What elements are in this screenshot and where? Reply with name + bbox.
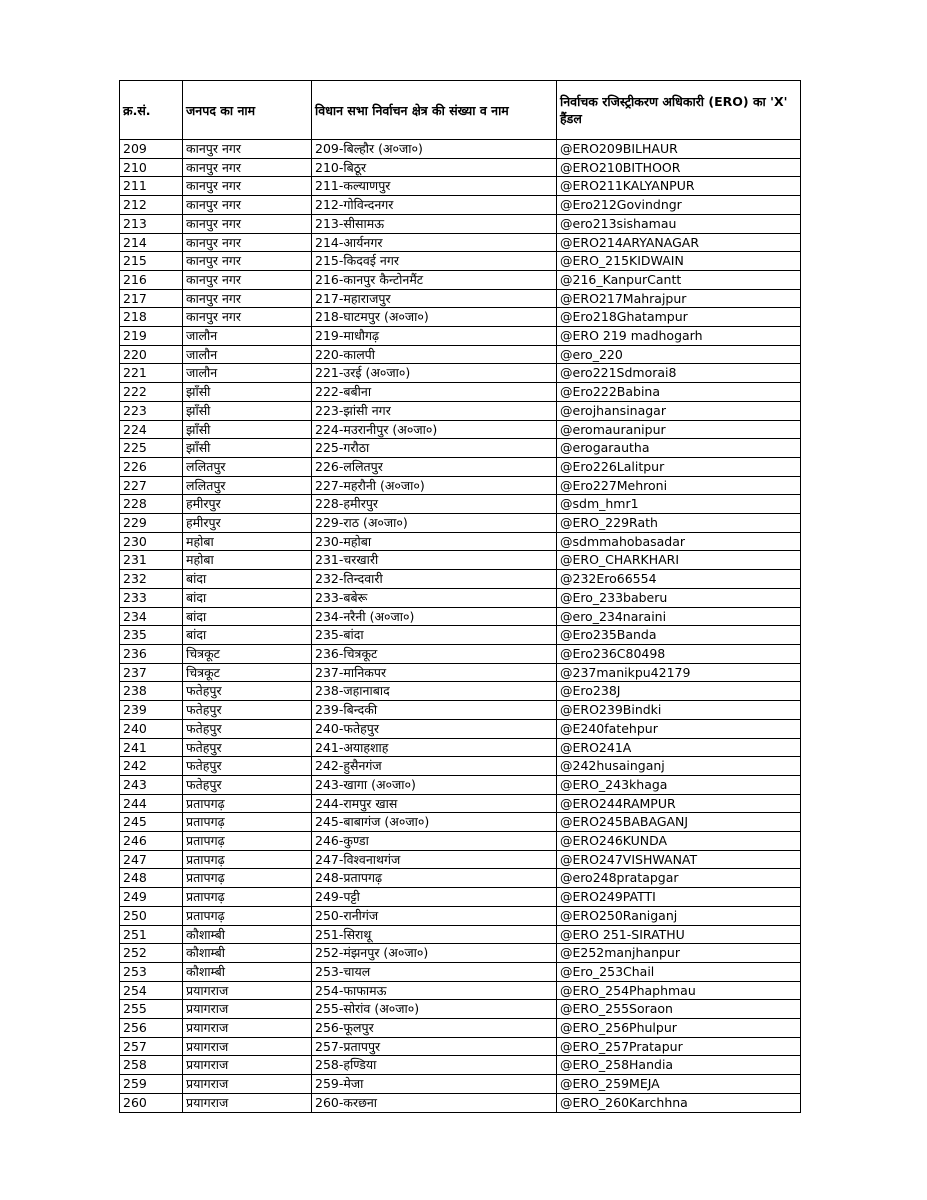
serial-number-cell: 218 bbox=[120, 308, 183, 327]
constituency-cell: 217-महाराजपुर bbox=[312, 289, 557, 308]
constituency-cell: 210-बिठूर bbox=[312, 158, 557, 177]
constituency-cell: 260-करछना bbox=[312, 1093, 557, 1112]
ero-handle-cell: @ERO241A bbox=[557, 738, 801, 757]
ero-handle-cell: @ERO_258Handia bbox=[557, 1056, 801, 1075]
serial-number-cell: 225 bbox=[120, 439, 183, 458]
serial-number-cell: 232 bbox=[120, 570, 183, 589]
table-row bbox=[120, 962, 801, 981]
constituency-cell: 233-बबेरू bbox=[312, 588, 557, 607]
constituency-cell: 211-कल्याणपुर bbox=[312, 177, 557, 196]
district-cell: जालौन bbox=[183, 364, 312, 383]
district-cell: चित्रकूट bbox=[183, 644, 312, 663]
district-cell: प्रतापगढ़ bbox=[183, 869, 312, 888]
constituency-cell: 237-मानिकपर bbox=[312, 663, 557, 682]
ero-handle-cell: @ERO 251-SIRATHU bbox=[557, 925, 801, 944]
serial-number-cell: 236 bbox=[120, 644, 183, 663]
constituency-cell: 215-किदवई नगर bbox=[312, 252, 557, 271]
table-row bbox=[120, 1056, 801, 1075]
serial-number-cell: 257 bbox=[120, 1037, 183, 1056]
ero-handle-cell: @Ero238J bbox=[557, 682, 801, 701]
ero-handle-cell: @E252manjhanpur bbox=[557, 944, 801, 963]
table-row bbox=[120, 196, 801, 215]
table-row bbox=[120, 1075, 801, 1094]
table-row bbox=[120, 832, 801, 851]
table-row bbox=[120, 701, 801, 720]
ero-handle-cell: @ERO211KALYANPUR bbox=[557, 177, 801, 196]
constituency-cell: 213-सीसामऊ bbox=[312, 214, 557, 233]
serial-number-cell: 239 bbox=[120, 701, 183, 720]
table-row bbox=[120, 850, 801, 869]
serial-number-cell: 229 bbox=[120, 514, 183, 533]
table-body bbox=[120, 140, 801, 1113]
ero-handle-cell: @ERO239Bindki bbox=[557, 701, 801, 720]
ero-handle-cell: @216_KanpurCantt bbox=[557, 270, 801, 289]
district-cell: बांदा bbox=[183, 588, 312, 607]
ero-handle-cell: @Ero218Ghatampur bbox=[557, 308, 801, 327]
district-cell: महोबा bbox=[183, 551, 312, 570]
district-cell: कानपुर नगर bbox=[183, 233, 312, 252]
table-row bbox=[120, 925, 801, 944]
district-cell: फतेहपुर bbox=[183, 738, 312, 757]
table-row bbox=[120, 794, 801, 813]
constituency-cell: 227-महरौनी (अ०जा०) bbox=[312, 476, 557, 495]
serial-number-cell: 238 bbox=[120, 682, 183, 701]
table-row bbox=[120, 383, 801, 402]
ero-handle-cell: @Ero_253Chail bbox=[557, 962, 801, 981]
constituency-cell: 246-कुण्डा bbox=[312, 832, 557, 851]
district-cell: कौशाम्बी bbox=[183, 925, 312, 944]
constituency-cell: 255-सोरांव (अ०जा०) bbox=[312, 1000, 557, 1019]
table-row bbox=[120, 177, 801, 196]
table-row bbox=[120, 532, 801, 551]
ero-handle-cell: @ero221Sdmorai8 bbox=[557, 364, 801, 383]
serial-number-cell: 226 bbox=[120, 457, 183, 476]
serial-number-cell: 244 bbox=[120, 794, 183, 813]
district-cell: कानपुर नगर bbox=[183, 270, 312, 289]
ero-handle-cell: @erogarautha bbox=[557, 439, 801, 458]
serial-number-cell: 213 bbox=[120, 214, 183, 233]
district-cell: ललितपुर bbox=[183, 476, 312, 495]
serial-number-cell: 242 bbox=[120, 757, 183, 776]
table-row bbox=[120, 345, 801, 364]
district-cell: प्रतापगढ़ bbox=[183, 813, 312, 832]
constituency-cell: 235-बांदा bbox=[312, 626, 557, 645]
table-row bbox=[120, 682, 801, 701]
district-cell: प्रयागराज bbox=[183, 1019, 312, 1038]
district-cell: झाँसी bbox=[183, 401, 312, 420]
ero-handle-cell: @ERO217Mahrajpur bbox=[557, 289, 801, 308]
table-row bbox=[120, 420, 801, 439]
serial-number-cell: 210 bbox=[120, 158, 183, 177]
constituency-cell: 212-गोविन्दनगर bbox=[312, 196, 557, 215]
serial-number-cell: 255 bbox=[120, 1000, 183, 1019]
table-row bbox=[120, 289, 801, 308]
constituency-cell: 249-पट्टी bbox=[312, 888, 557, 907]
ero-handle-cell: @Ero235Banda bbox=[557, 626, 801, 645]
constituency-cell: 222-बबीना bbox=[312, 383, 557, 402]
ero-handle-cell: @ERO246KUNDA bbox=[557, 832, 801, 851]
serial-number-cell: 217 bbox=[120, 289, 183, 308]
ero-handle-cell: @237manikpu42179 bbox=[557, 663, 801, 682]
serial-number-cell: 259 bbox=[120, 1075, 183, 1094]
constituency-cell: 241-अयाहशाह bbox=[312, 738, 557, 757]
serial-number-cell: 243 bbox=[120, 775, 183, 794]
serial-number-cell: 228 bbox=[120, 495, 183, 514]
ero-handle-cell: @ero248pratapgar bbox=[557, 869, 801, 888]
district-cell: ललितपुर bbox=[183, 457, 312, 476]
ero-handle-cell: @ERO_259MEJA bbox=[557, 1075, 801, 1094]
constituency-cell: 253-चायल bbox=[312, 962, 557, 981]
table-row bbox=[120, 401, 801, 420]
constituency-cell: 244-रामपुर खास bbox=[312, 794, 557, 813]
serial-number-cell: 253 bbox=[120, 962, 183, 981]
district-cell: कानपुर नगर bbox=[183, 214, 312, 233]
table-row bbox=[120, 252, 801, 271]
ero-handle-cell: @ero_234naraini bbox=[557, 607, 801, 626]
ero-handle-cell: @ERO_254Phaphmau bbox=[557, 981, 801, 1000]
table-row bbox=[120, 457, 801, 476]
serial-number-cell: 219 bbox=[120, 327, 183, 346]
constituency-cell: 238-जहानाबाद bbox=[312, 682, 557, 701]
ero-handle-cell: @ERO214ARYANAGAR bbox=[557, 233, 801, 252]
serial-number-cell: 245 bbox=[120, 813, 183, 832]
district-cell: महोबा bbox=[183, 532, 312, 551]
district-cell: प्रयागराज bbox=[183, 1075, 312, 1094]
serial-number-cell: 222 bbox=[120, 383, 183, 402]
ero-handle-cell: @Ero212Govindngr bbox=[557, 196, 801, 215]
serial-number-cell: 215 bbox=[120, 252, 183, 271]
constituency-cell: 257-प्रतापपुर bbox=[312, 1037, 557, 1056]
constituency-cell: 247-विश्वनाथगंज bbox=[312, 850, 557, 869]
table-row bbox=[120, 439, 801, 458]
constituency-cell: 230-महोबा bbox=[312, 532, 557, 551]
table-row bbox=[120, 158, 801, 177]
district-cell: कानपुर नगर bbox=[183, 289, 312, 308]
serial-number-cell: 231 bbox=[120, 551, 183, 570]
serial-number-cell: 220 bbox=[120, 345, 183, 364]
district-cell: प्रतापगढ़ bbox=[183, 794, 312, 813]
constituency-cell: 214-आर्यनगर bbox=[312, 233, 557, 252]
table-row bbox=[120, 270, 801, 289]
district-cell: कानपुर नगर bbox=[183, 140, 312, 159]
table-row bbox=[120, 1000, 801, 1019]
ero-handle-cell: @ERO249PATTI bbox=[557, 888, 801, 907]
ero-handle-cell: @ERO_260Karchhna bbox=[557, 1093, 801, 1112]
district-cell: प्रतापगढ़ bbox=[183, 906, 312, 925]
constituency-cell: 258-हण्डिया bbox=[312, 1056, 557, 1075]
district-cell: प्रतापगढ़ bbox=[183, 888, 312, 907]
district-cell: कानपुर नगर bbox=[183, 177, 312, 196]
serial-number-cell: 223 bbox=[120, 401, 183, 420]
serial-number-cell: 248 bbox=[120, 869, 183, 888]
table-row bbox=[120, 214, 801, 233]
district-cell: प्रयागराज bbox=[183, 1093, 312, 1112]
district-cell: कानपुर नगर bbox=[183, 308, 312, 327]
ero-handle-cell: @242husainganj bbox=[557, 757, 801, 776]
district-cell: फतेहपुर bbox=[183, 701, 312, 720]
constituency-cell: 209-बिल्हौर (अ०जा०) bbox=[312, 140, 557, 159]
constituency-cell: 231-चरखारी bbox=[312, 551, 557, 570]
district-cell: फतेहपुर bbox=[183, 719, 312, 738]
serial-number-cell: 211 bbox=[120, 177, 183, 196]
serial-number-cell: 260 bbox=[120, 1093, 183, 1112]
table-row bbox=[120, 327, 801, 346]
table-row bbox=[120, 888, 801, 907]
district-cell: कानपुर नगर bbox=[183, 196, 312, 215]
district-cell: जालौन bbox=[183, 345, 312, 364]
table-row bbox=[120, 757, 801, 776]
constituency-cell: 240-फतेहपुर bbox=[312, 719, 557, 738]
ero-handle-cell: @ERO209BILHAUR bbox=[557, 140, 801, 159]
constituency-cell: 252-मंझनपुर (अ०जा०) bbox=[312, 944, 557, 963]
ero-handle-cell: @ERO244RAMPUR bbox=[557, 794, 801, 813]
table-row bbox=[120, 308, 801, 327]
table-row bbox=[120, 1037, 801, 1056]
serial-number-cell: 233 bbox=[120, 588, 183, 607]
district-cell: झाँसी bbox=[183, 420, 312, 439]
constituency-cell: 229-राठ (अ०जा०) bbox=[312, 514, 557, 533]
district-cell: प्रयागराज bbox=[183, 1037, 312, 1056]
ero-handle-cell: @sdmmahobasadar bbox=[557, 532, 801, 551]
district-cell: फतेहपुर bbox=[183, 682, 312, 701]
serial-number-cell: 254 bbox=[120, 981, 183, 1000]
ero-handle-cell: @E240fatehpur bbox=[557, 719, 801, 738]
district-cell: कौशाम्बी bbox=[183, 944, 312, 963]
district-cell: प्रयागराज bbox=[183, 981, 312, 1000]
table-row bbox=[120, 1093, 801, 1112]
serial-number-cell: 221 bbox=[120, 364, 183, 383]
district-cell: कानपुर नगर bbox=[183, 252, 312, 271]
district-cell: झाँसी bbox=[183, 383, 312, 402]
constituency-cell: 221-उरई (अ०जा०) bbox=[312, 364, 557, 383]
constituency-cell: 254-फाफामऊ bbox=[312, 981, 557, 1000]
ero-handle-cell: @ERO_CHARKHARI bbox=[557, 551, 801, 570]
constituency-cell: 243-खागा (अ०जा०) bbox=[312, 775, 557, 794]
header-district-name: जनपद का नाम bbox=[183, 81, 312, 140]
constituency-cell: 224-मउरानीपुर (अ०जा०) bbox=[312, 420, 557, 439]
district-cell: फतेहपुर bbox=[183, 757, 312, 776]
ero-handle-cell: @erojhansinagar bbox=[557, 401, 801, 420]
constituency-cell: 256-फूलपुर bbox=[312, 1019, 557, 1038]
constituency-cell: 223-झांसी नगर bbox=[312, 401, 557, 420]
ero-handle-cell: @ERO_257Pratapur bbox=[557, 1037, 801, 1056]
district-cell: हमीरपुर bbox=[183, 495, 312, 514]
header-ero-handle: निर्वाचक रजिस्ट्रीकरण अधिकारी (ERO) का 'X' हैंडल bbox=[557, 81, 801, 140]
ero-handle-cell: @ero213sishamau bbox=[557, 214, 801, 233]
district-cell: फतेहपुर bbox=[183, 775, 312, 794]
district-cell: प्रयागराज bbox=[183, 1056, 312, 1075]
serial-number-cell: 246 bbox=[120, 832, 183, 851]
ero-handle-cell: @ERO_255Soraon bbox=[557, 1000, 801, 1019]
constituency-cell: 218-घाटमपुर (अ०जा०) bbox=[312, 308, 557, 327]
header-serial-number: क्र.सं. bbox=[120, 81, 183, 140]
district-cell: बांदा bbox=[183, 570, 312, 589]
table-row bbox=[120, 570, 801, 589]
ero-handle-cell: @ERO250Raniganj bbox=[557, 906, 801, 925]
ero-handle-cell: @Ero236C80498 bbox=[557, 644, 801, 663]
table-row bbox=[120, 906, 801, 925]
table-row bbox=[120, 813, 801, 832]
header-constituency: विधान सभा निर्वाचन क्षेत्र की संख्या व नाम bbox=[312, 81, 557, 140]
table-row bbox=[120, 1019, 801, 1038]
table-row bbox=[120, 476, 801, 495]
table-row bbox=[120, 626, 801, 645]
ero-handle-cell: @ERO_229Rath bbox=[557, 514, 801, 533]
table-row bbox=[120, 233, 801, 252]
district-cell: कानपुर नगर bbox=[183, 158, 312, 177]
ero-handle-cell: @ERO 219 madhogarh bbox=[557, 327, 801, 346]
ero-handle-cell: @ERO_243khaga bbox=[557, 775, 801, 794]
serial-number-cell: 258 bbox=[120, 1056, 183, 1075]
ero-handle-cell: @sdm_hmr1 bbox=[557, 495, 801, 514]
constituency-cell: 219-माधौगढ़ bbox=[312, 327, 557, 346]
serial-number-cell: 234 bbox=[120, 607, 183, 626]
serial-number-cell: 252 bbox=[120, 944, 183, 963]
serial-number-cell: 250 bbox=[120, 906, 183, 925]
table-row bbox=[120, 607, 801, 626]
ero-handle-cell: @Ero_233baberu bbox=[557, 588, 801, 607]
serial-number-cell: 251 bbox=[120, 925, 183, 944]
constituency-cell: 216-कानपुर कैन्टोनमैंट bbox=[312, 270, 557, 289]
table-row bbox=[120, 775, 801, 794]
constituency-cell: 236-चित्रकूट bbox=[312, 644, 557, 663]
ero-handles-table bbox=[119, 80, 801, 1113]
serial-number-cell: 216 bbox=[120, 270, 183, 289]
district-cell: झाँसी bbox=[183, 439, 312, 458]
ero-handle-cell: @ERO_215KIDWAIN bbox=[557, 252, 801, 271]
constituency-cell: 234-नरैनी (अ०जा०) bbox=[312, 607, 557, 626]
table-row bbox=[120, 869, 801, 888]
constituency-cell: 251-सिराथू bbox=[312, 925, 557, 944]
serial-number-cell: 209 bbox=[120, 140, 183, 159]
header-row bbox=[120, 81, 801, 140]
district-cell: प्रतापगढ़ bbox=[183, 850, 312, 869]
serial-number-cell: 256 bbox=[120, 1019, 183, 1038]
table-row bbox=[120, 514, 801, 533]
constituency-cell: 242-हुसैनगंज bbox=[312, 757, 557, 776]
constituency-cell: 232-तिन्दवारी bbox=[312, 570, 557, 589]
ero-handle-cell: @ero_220 bbox=[557, 345, 801, 364]
serial-number-cell: 249 bbox=[120, 888, 183, 907]
ero-handle-cell: @ERO247VISHWANAT bbox=[557, 850, 801, 869]
district-cell: कौशाम्बी bbox=[183, 962, 312, 981]
table-row bbox=[120, 719, 801, 738]
table-row bbox=[120, 551, 801, 570]
constituency-cell: 225-गरौठा bbox=[312, 439, 557, 458]
district-cell: प्रयागराज bbox=[183, 1000, 312, 1019]
table-row bbox=[120, 140, 801, 159]
constituency-cell: 259-मेजा bbox=[312, 1075, 557, 1094]
district-cell: हमीरपुर bbox=[183, 514, 312, 533]
table-row bbox=[120, 644, 801, 663]
constituency-cell: 248-प्रतापगढ़ bbox=[312, 869, 557, 888]
table-row bbox=[120, 944, 801, 963]
district-cell: चित्रकूट bbox=[183, 663, 312, 682]
table-row bbox=[120, 588, 801, 607]
ero-handle-cell: @Ero227Mehroni bbox=[557, 476, 801, 495]
table-row bbox=[120, 738, 801, 757]
district-cell: बांदा bbox=[183, 607, 312, 626]
serial-number-cell: 227 bbox=[120, 476, 183, 495]
constituency-cell: 245-बाबागंज (अ०जा०) bbox=[312, 813, 557, 832]
constituency-cell: 226-ललितपुर bbox=[312, 457, 557, 476]
ero-handle-cell: @ERO210BITHOOR bbox=[557, 158, 801, 177]
serial-number-cell: 241 bbox=[120, 738, 183, 757]
district-cell: प्रतापगढ़ bbox=[183, 832, 312, 851]
ero-handle-cell: @ERO245BABAGANJ bbox=[557, 813, 801, 832]
ero-handle-cell: @Ero222Babina bbox=[557, 383, 801, 402]
table-header bbox=[120, 81, 801, 140]
serial-number-cell: 212 bbox=[120, 196, 183, 215]
serial-number-cell: 240 bbox=[120, 719, 183, 738]
ero-handle-cell: @eromauranipur bbox=[557, 420, 801, 439]
ero-handle-cell: @ERO_256Phulpur bbox=[557, 1019, 801, 1038]
table-row bbox=[120, 495, 801, 514]
serial-number-cell: 224 bbox=[120, 420, 183, 439]
table-row bbox=[120, 981, 801, 1000]
ero-handle-cell: @Ero226Lalitpur bbox=[557, 457, 801, 476]
table-row bbox=[120, 663, 801, 682]
serial-number-cell: 237 bbox=[120, 663, 183, 682]
serial-number-cell: 235 bbox=[120, 626, 183, 645]
ero-handle-cell: @232Ero66554 bbox=[557, 570, 801, 589]
serial-number-cell: 247 bbox=[120, 850, 183, 869]
constituency-cell: 250-रानीगंज bbox=[312, 906, 557, 925]
constituency-cell: 228-हमीरपुर bbox=[312, 495, 557, 514]
constituency-cell: 220-कालपी bbox=[312, 345, 557, 364]
serial-number-cell: 230 bbox=[120, 532, 183, 551]
constituency-cell: 239-बिन्दकी bbox=[312, 701, 557, 720]
district-cell: बांदा bbox=[183, 626, 312, 645]
table-row bbox=[120, 364, 801, 383]
district-cell: जालौन bbox=[183, 327, 312, 346]
serial-number-cell: 214 bbox=[120, 233, 183, 252]
